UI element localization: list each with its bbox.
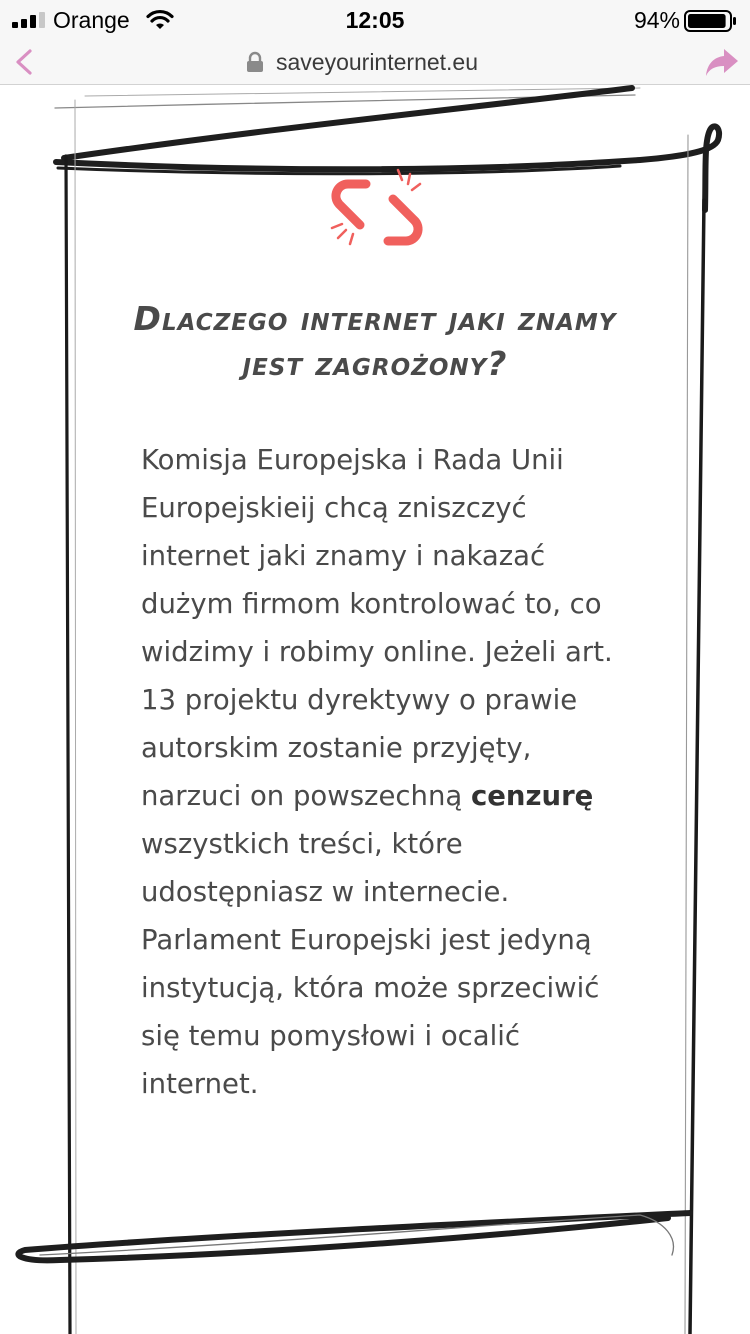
- carrier-name: Orange: [53, 7, 130, 33]
- status-bar: [0, 0, 750, 40]
- section-heading: Dlaczego internet jaki znamy jest zagrożony?: [133, 299, 617, 383]
- body-text-part-2: wszystkich treści, które udostępniasz w internecie. Parlament Europejski jest jedyną instytucją, która może sprzeciwić się temu pomysłowi i ocalić internet.: [141, 828, 600, 1100]
- share-icon[interactable]: [704, 46, 740, 78]
- battery-percent: 94%: [633, 7, 680, 33]
- lock-icon: [245, 51, 265, 73]
- article-body: [141, 436, 621, 1108]
- back-arrow-icon[interactable]: [10, 46, 38, 78]
- body-bold-word: cenzurę: [470, 780, 594, 812]
- browser-url-bar: [0, 40, 750, 85]
- body-text-part-1: Komisja Europejska i Rada Unii Europejskieij chcą zniszczyć internet jaki znamy i nakazać dużym firmom kontrolować to, co widzimy i robimy online. Jeżeli art. 13 projektu dyrektywy o prawie autorskim zostanie przyjęty, narzuci on powszechną: [141, 444, 613, 812]
- battery-icon: [684, 10, 738, 32]
- broken-chain-icon: [326, 162, 426, 262]
- clock: 12:05: [345, 7, 405, 33]
- url-text[interactable]: saveyourinternet.eu: [276, 49, 479, 75]
